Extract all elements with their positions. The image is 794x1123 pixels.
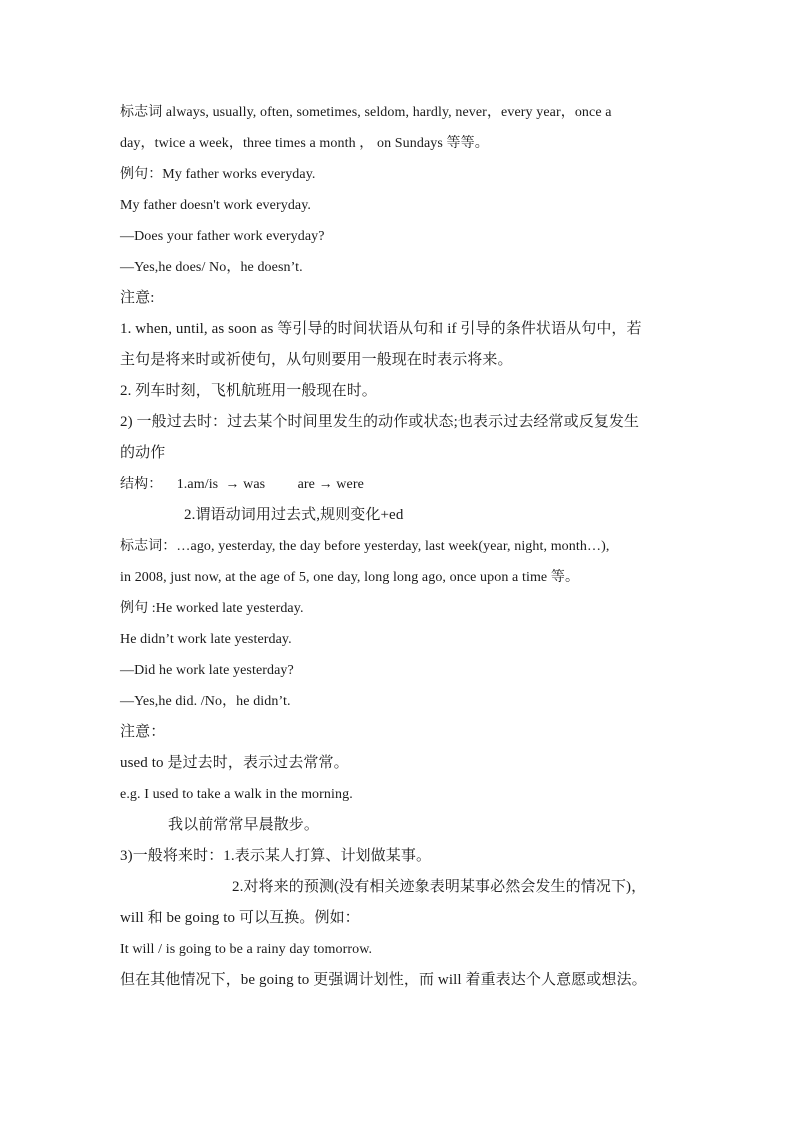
- text-line: day，twice a week，three times a month ， on Sundays 等等。: [120, 136, 489, 151]
- example-line: —Yes,he does/ No，he doesn’t.: [120, 260, 303, 275]
- text-line: 2.对将来的预测(没有相关迹象表明某事必然会发生的情况下)，: [232, 879, 647, 895]
- example-line: —Did he work late yesterday?: [120, 663, 294, 678]
- text-line: 标志词：…ago, yesterday, the day before yesterday, last week(year, night, month…),: [120, 539, 610, 554]
- text-line: 的动作: [120, 445, 166, 461]
- note-heading: 注意：: [120, 724, 166, 740]
- example-line: 例句：My father works everyday.: [120, 167, 316, 182]
- text-line: 1. when, until, as soon as 等引导的时间状语从句和 if 引导的条件状语从句中，若: [120, 321, 642, 337]
- text-line: will 和 be going to 可以互换。例如：: [120, 910, 360, 926]
- section-heading: 3)一般将来时：1.表示某人打算、计划做某事。: [120, 848, 432, 864]
- example-line: 例句 :He worked late yesterday.: [120, 601, 304, 616]
- text-line: 但在其他情况下，be going to 更强调计划性，而 will 着重表达个人意愿或想法。: [120, 972, 647, 988]
- text-line: in 2008, just now, at the age of 5, one day, long long ago, once upon a time 等。: [120, 570, 580, 585]
- note-heading: 注意:: [120, 290, 155, 306]
- text-line: used to 是过去时，表示过去常常。: [120, 755, 349, 771]
- example-line: —Yes,he did. /No，he didn’t.: [120, 694, 291, 709]
- text-line: 主句是将来时或祈使句，从句则要用一般现在时表示将来。: [120, 352, 513, 368]
- section-heading: 2) 一般过去时：过去某个时间里发生的动作或状态;也表示过去经常或反复发生: [120, 414, 640, 430]
- example-line: e.g. I used to take a walk in the morning.: [120, 787, 353, 802]
- document-body: [120, 97, 680, 996]
- example-line: He didn’t work late yesterday.: [120, 632, 292, 647]
- structure-line: 结构： 1.am/is → was are → were: [120, 477, 364, 492]
- text-line: 2. 列车时刻，飞机航班用一般现在时。: [120, 383, 377, 399]
- structure-line: 2.谓语动词用过去式,规则变化+ed: [184, 507, 404, 523]
- text-line: 标志词 always, usually, often, sometimes, seldom, hardly, never，every year，once a: [120, 105, 612, 120]
- example-line: It will / is going to be a rainy day tomorrow.: [120, 942, 373, 957]
- example-line: My father doesn't work everyday.: [120, 198, 312, 213]
- example-line: 我以前常常早晨散步。: [168, 817, 320, 833]
- example-line: —Does your father work everyday?: [120, 229, 325, 244]
